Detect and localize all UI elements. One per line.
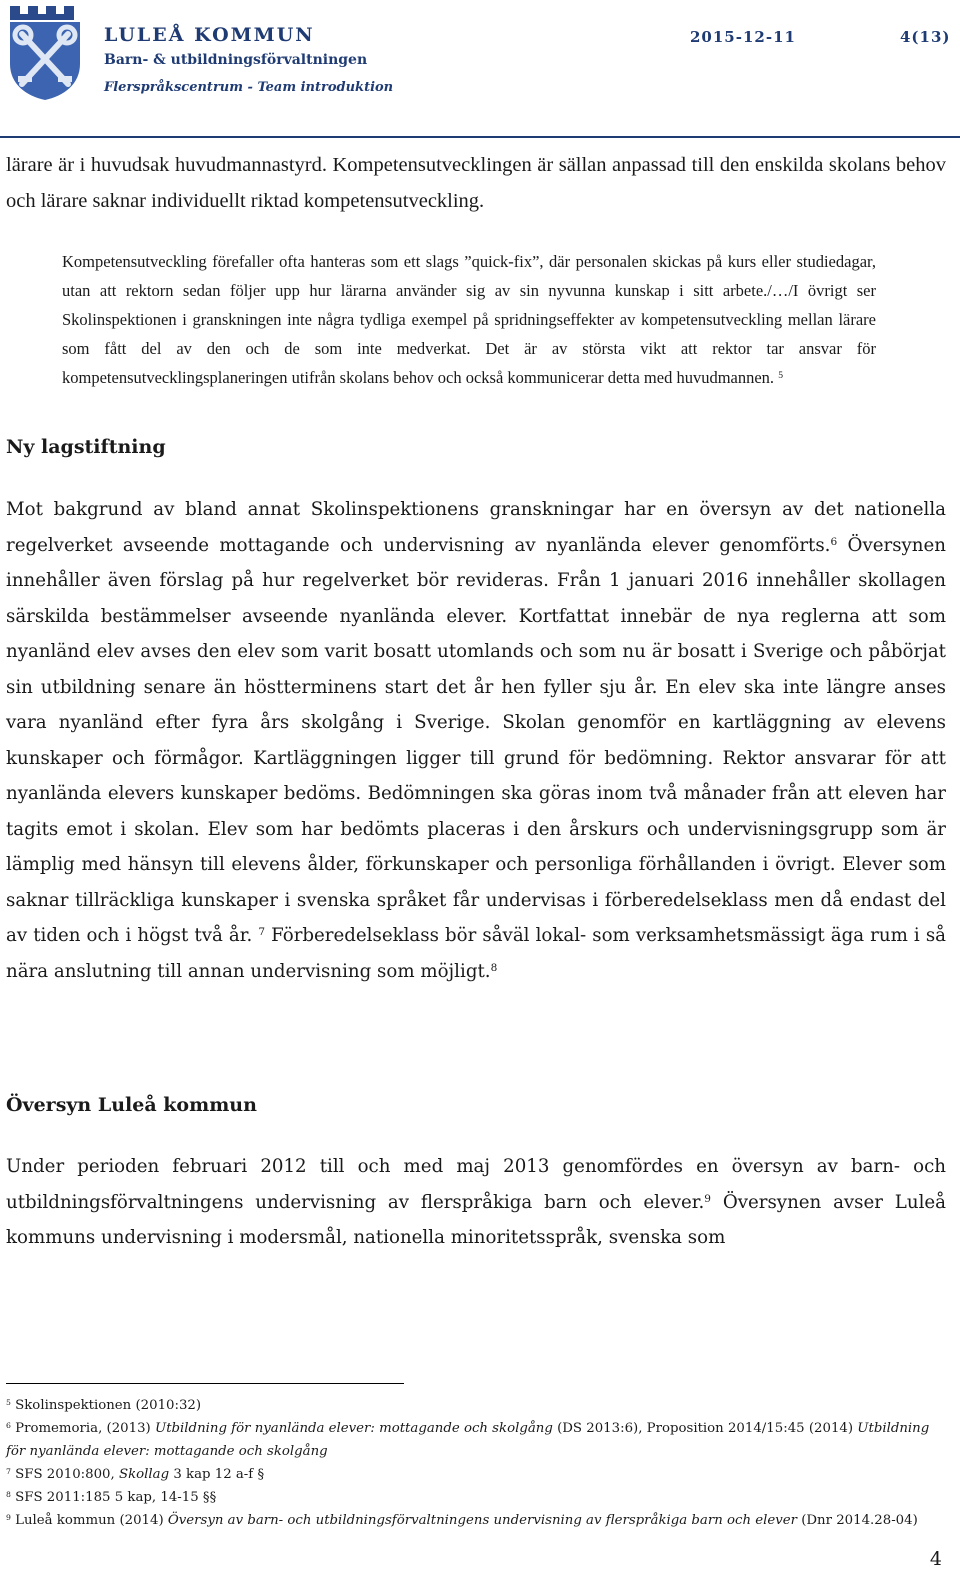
quote-text: Kompetensutveckling förefaller ofta hanteras som ett slags ”quick-fix”, där personalen skickas på kurs eller studiedagar, utan att rektorn sedan följer upp hur lärarna använder sig av sin nyvunna kunskap i sitt arbete./…/I övrigt ser Skolinspektionen i granskningen inte några tydliga exempel på spridningseffekter av kompetensutveckling mellan lärare som fått del av den och de som inte medverkat. Det är av största vikt att rektor tar ansvar för kompetensutvecklingsplaneringen utifrån skolans behov och också kommunicerar detta med huvudmannen. <box>62 252 876 387</box>
footnote-title: Översyn av barn- och utbildningsförvaltningens undervisning av flerspråkiga barn och elever <box>167 1513 797 1528</box>
footnote-text: SFS 2010:800, <box>15 1467 119 1482</box>
header-divider <box>0 136 960 138</box>
footnote-text: (DS 2013:6), Proposition 2014/15:45 (2014) <box>552 1421 858 1436</box>
footnote-text: Luleå kommun (2014) <box>15 1513 168 1528</box>
footnote-title: Utbildning för nyanlända elever: mottagande och skolgång <box>6 1421 930 1459</box>
footnote-ref-5[interactable]: 5 <box>778 369 783 381</box>
paragraph-oversyn <box>6 1149 946 1256</box>
heading-ny-lagstiftning: Ny lagstiftning <box>6 436 166 458</box>
footnote-ref-7[interactable]: 7 <box>258 926 266 939</box>
page-number: 4 <box>929 1548 942 1570</box>
footnote-8 <box>6 1486 946 1509</box>
footnote-9 <box>6 1509 946 1532</box>
footnote-ref-8[interactable]: 8 <box>490 961 498 974</box>
footnote-ref-9[interactable]: 9 <box>704 1192 712 1205</box>
footnote-separator <box>6 1383 404 1384</box>
footnote-5 <box>6 1394 946 1417</box>
text-segment: Under perioden februari 2012 till och med maj 2013 genomfördes en översyn av barn- och utbildningsförvaltningens undervisning av flerspråkiga barn och elever. <box>6 1156 946 1213</box>
footnote-number: 9 <box>6 1512 11 1522</box>
footnote-title: Utbildning för nyanlända elever: mottagande och skolgång <box>154 1421 553 1436</box>
header-team: Flerspråkscentrum - Team introduktion <box>104 80 394 95</box>
footnote-7 <box>6 1463 946 1486</box>
text-segment: Översynen avser Luleå kommuns undervisning i modersmål, nationella minoritetsspråk, svenska som <box>6 1191 946 1248</box>
footnote-text: (Dnr 2014.28-04) <box>796 1513 918 1528</box>
text-segment: Mot bakgrund av bland annat Skolinspektionens granskningar har en översyn av det nationella regelverket avseende mottagande och undervisning av nyanlända elever genomförts. <box>6 499 946 556</box>
lulea-crest-logo-icon <box>6 4 84 102</box>
paragraph-ny-lagstiftning <box>6 492 946 989</box>
block-quote <box>62 247 876 392</box>
footnote-number: 6 <box>6 1420 11 1430</box>
footnote-ref-6[interactable]: 6 <box>830 535 838 548</box>
text-segment: Översynen innehåller även förslag på hur regelverket bör revideras. Från 1 januari 2016 innehåller skollagen särskilda bestämmelser avseende nyanlända elever. Kortfattat innebär de nya reglerna att som nyanländ elev avses den elev som varit bosatt utomlands och som nu är bosatt i Sverige och påbörjat sin utbildning senare än höstterminens start det år hen fyller sju år. En elev ska inte längre anses vara nyanländ efter fyra års skolgång i Sverige. Skolan genomför en kartläggning av elevens kunskaper och förmågor. Kartläggningen ligger till grund för bedömning. Rektor ansvarar för att nyanlända elevers kunskaper bedöms. Bedömningen ska göras inom två månader från att eleven har tagits emot i skolan. Elev som har bedömts placeras i den årskurs och undervisningsgrupp som är lämplig med hänsyn till elevens ålder, förkunskaper och personliga förhållanden i övrigt. Elever som saknar tillräckliga kunskaper i svenska språket får undervisas i förberedelseklass men då endast del av tiden och i högst två år. <box>6 534 946 946</box>
footnote-number: 5 <box>6 1397 11 1407</box>
footnotes <box>6 1394 946 1532</box>
footnote-6 <box>6 1417 946 1463</box>
header-page-count: 4(13) <box>900 28 951 46</box>
header-organization: LULEÅ KOMMUN <box>104 24 315 46</box>
heading-oversyn-lulea: Översyn Luleå kommun <box>6 1094 257 1116</box>
footnote-text: 3 kap 12 a-f § <box>169 1467 265 1482</box>
text-segment: Förberedelseklass bör såväl lokal- som verksamhetsmässigt äga rum i så nära anslutning till annan undervisning som möjligt. <box>6 925 946 982</box>
footnote-number: 7 <box>6 1466 11 1476</box>
paragraph-intro: lärare är i huvudsak huvudmannastyrd. Kompetensutvecklingen är sällan anpassad till den enskilda skolans behov och lärare saknar individuellt riktad kompetensutveckling. <box>6 154 946 212</box>
footnote-title: Skollag <box>118 1467 170 1482</box>
header-date: 2015-12-11 <box>690 28 796 46</box>
footnote-number: 8 <box>6 1489 11 1499</box>
footnote-text: Skolinspektionen (2010:32) <box>15 1398 202 1413</box>
footnote-text: Promemoria, (2013) <box>15 1421 155 1436</box>
header-department: Barn- & utbildningsförvaltningen <box>104 52 368 68</box>
footnote-text: SFS 2011:185 5 kap, 14-15 §§ <box>15 1490 217 1505</box>
